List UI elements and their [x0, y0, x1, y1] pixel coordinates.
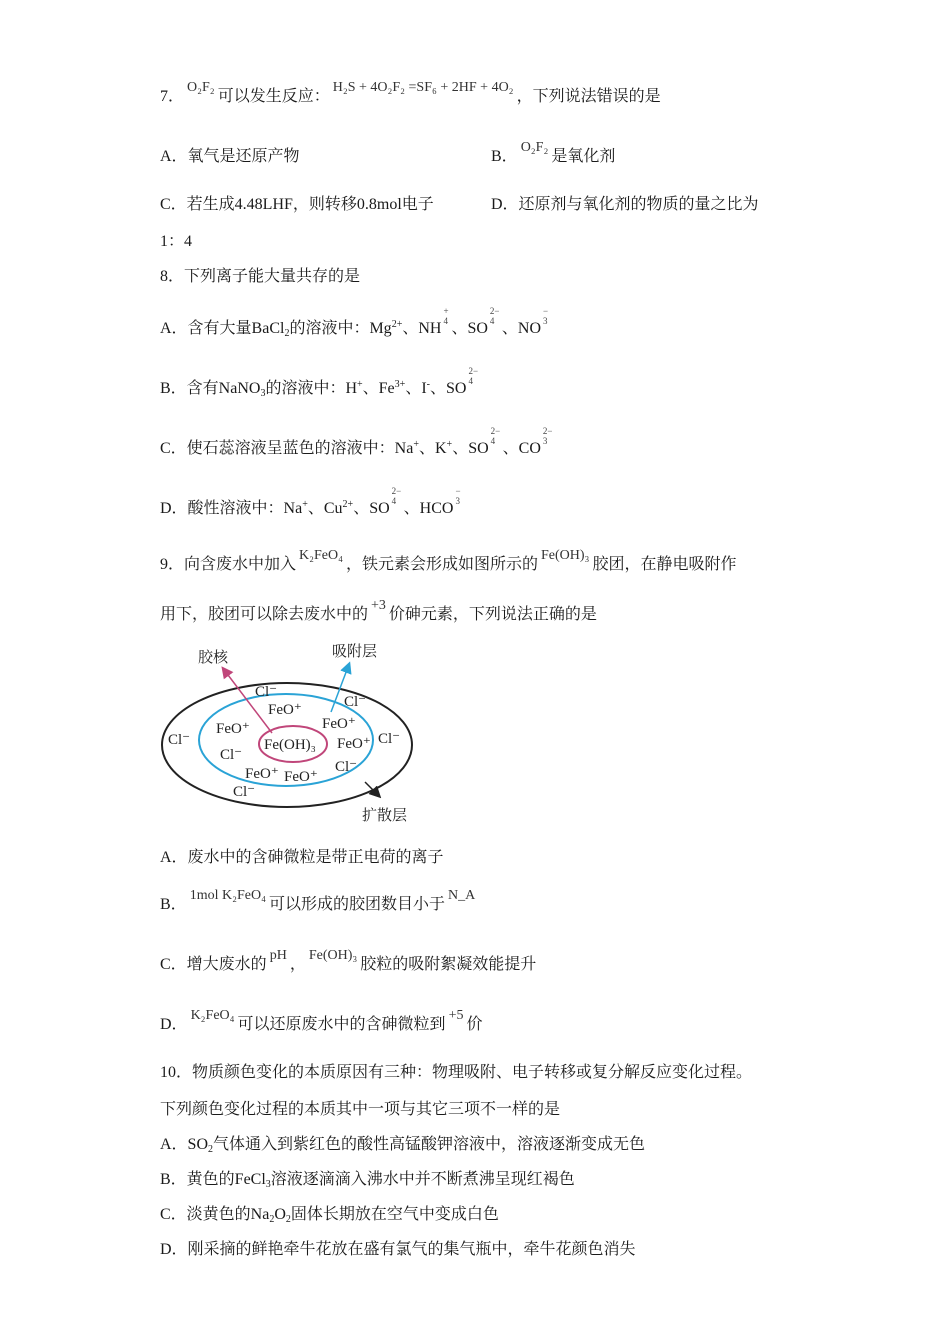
diffusion-label: 扩散层: [362, 808, 408, 824]
text-run: D．还原剂与氧化剂的物质的量之比为: [491, 196, 759, 213]
formula: Fe(OH)₃: [541, 548, 590, 563]
text-run: ，: [289, 956, 306, 973]
ion-label: Cl⁻: [168, 732, 191, 748]
subscript: 2: [269, 1214, 275, 1225]
text-run: 、SO: [451, 320, 488, 337]
text-run: 可以还原废水中的含砷微粒到: [237, 1016, 446, 1033]
text-run: D．刚采摘的鲜艳牵牛花放在盛有氯气的集气瓶中，牵牛花颜色消失: [160, 1241, 636, 1258]
text-run: 、I: [405, 380, 427, 397]
formula: Fe(OH)₃: [308, 948, 358, 963]
text-run: C．淡黄色的Na: [160, 1206, 270, 1223]
ion-label: Cl⁻: [335, 759, 358, 775]
count: 3: [543, 316, 548, 326]
subscript: 2: [284, 328, 290, 339]
ion-label: FeO⁺: [245, 766, 279, 782]
charge: +: [443, 306, 449, 316]
charge: 2−: [391, 486, 402, 496]
ion-label: FeO⁺: [216, 721, 250, 737]
formula: O₂F₂: [187, 80, 215, 95]
text-run: O: [274, 1206, 286, 1223]
formula: +5: [448, 1008, 464, 1023]
subscript: 2: [208, 1144, 214, 1155]
q10-stem: [160, 1063, 752, 1083]
q9-option-a: [160, 848, 444, 868]
text-run: 1：4: [160, 233, 193, 250]
text-run: A．含有大量BaCl: [160, 320, 285, 337]
text-run: 可以发生反应：: [217, 88, 330, 105]
text-run: A．SO: [160, 1136, 209, 1153]
formula: O₂F₂: [520, 140, 549, 155]
text-run: 、SO: [430, 380, 467, 397]
text-run: 、SO: [353, 500, 390, 517]
text-run: 是氧化剂: [551, 148, 616, 165]
q9-option-c: [160, 948, 537, 976]
text-run: 固体长期放在空气中变成白色: [290, 1206, 499, 1223]
text-run: 价砷元素，下列说法正确的是: [388, 606, 597, 623]
text-run: 用下，胶团可以除去废水中的: [160, 606, 369, 623]
superscript: 2+: [342, 499, 354, 510]
formula: pH: [269, 948, 287, 963]
charge: 2−: [489, 306, 500, 316]
q10-option-a: [160, 1135, 645, 1160]
q10-option-b: [160, 1170, 575, 1195]
ion-label: Cl⁻: [378, 731, 401, 747]
text-run: D．酸性溶液中：Na: [160, 500, 303, 517]
formula: K₂FeO₄: [190, 1008, 235, 1023]
formula: +3: [371, 598, 386, 613]
text-run: 的溶液中：Mg: [289, 320, 392, 337]
text-run: B．: [160, 896, 187, 913]
ion-label: Cl⁻: [255, 684, 278, 700]
superscript: +: [446, 439, 453, 450]
charge: −: [543, 306, 549, 316]
superscript: 3+: [394, 379, 406, 390]
text-run: 胶团，在静电吸附作: [592, 556, 737, 573]
subscript: 3: [265, 1179, 271, 1190]
text-run: D．: [160, 1016, 188, 1033]
text-run: 7．: [160, 88, 185, 105]
q9-option-b: [160, 888, 478, 916]
q10-option-d: [160, 1240, 636, 1260]
charge: −: [455, 486, 461, 496]
superscript: +: [302, 499, 308, 510]
text-run: 9．向含废水中加入: [160, 556, 297, 573]
text-run: C．若生成4.48LHF，则转移0.8mol电子: [160, 196, 434, 213]
formula: H₂S + 4O₂F₂ =SF₆ + 2HF + 4O₂: [332, 80, 514, 95]
text-run: 、SO: [452, 440, 489, 457]
text-run: 、K: [418, 440, 447, 457]
count: 4: [490, 436, 496, 446]
subscript: 2: [285, 1214, 291, 1225]
text-run: 的溶液中：H: [265, 380, 358, 397]
text-run: B．黄色的FeCl: [160, 1171, 266, 1188]
text-run: 、Fe: [362, 380, 395, 397]
text-run: 8．下列离子能大量共存的是: [160, 268, 361, 285]
charge: 2−: [468, 366, 479, 376]
adsorption-label: 吸附层: [332, 644, 378, 660]
text-run: 10．物质颜色变化的本质原因有三种：物理吸附、电子转移或复分解反应变化过程。: [160, 1064, 753, 1081]
ion-label: FeO⁺: [322, 716, 356, 732]
superscript: +: [413, 439, 419, 450]
text-run: 胶粒的吸附絮凝效能提升: [360, 956, 537, 973]
q10-option-c: [160, 1205, 499, 1230]
text-run: B．含有NaNO: [160, 380, 261, 397]
text-run: 价: [466, 1016, 483, 1033]
ion-label: Cl⁻: [220, 747, 243, 763]
text-run: 、NO: [497, 320, 542, 337]
text-run: 下列颜色变化过程的本质其中一项与其它三项不一样的是: [160, 1101, 561, 1118]
subscript: 3: [260, 388, 266, 399]
superscript: +: [357, 379, 363, 390]
text-run: 、NH: [402, 320, 442, 337]
charge: 2−: [542, 426, 553, 436]
q9-option-d: [160, 1008, 483, 1036]
text-run: 气体通入到紫红色的酸性高锰酸钾溶液中，溶液逐渐变成无色: [213, 1136, 646, 1153]
count: 3: [455, 496, 460, 506]
text-run: 、Cu: [307, 500, 343, 517]
ion-label: FeO⁺: [284, 769, 318, 785]
charge: 2−: [490, 426, 501, 436]
ion-label: Cl⁻: [344, 694, 367, 710]
formula: K₂FeO₄: [299, 548, 343, 563]
formula: 1mol K₂FeO₄: [189, 888, 266, 903]
ion-label: FeO⁺: [337, 736, 371, 752]
count: 4: [391, 496, 397, 506]
count: 4: [489, 316, 495, 326]
text-run: C．使石蕊溶液呈蓝色的溶液中：Na: [160, 440, 414, 457]
count: 4: [443, 316, 448, 326]
count: 4: [468, 376, 473, 386]
text-run: C．增大废水的: [160, 956, 267, 973]
formula: N_A: [447, 888, 476, 903]
text-run: A．废水中的含砷微粒是带正电荷的离子: [160, 849, 444, 866]
count: 3: [542, 436, 548, 446]
text-run: ，下列说法错误的是: [516, 88, 661, 105]
text-run: 、HCO: [399, 500, 454, 517]
text-run: B．: [491, 148, 518, 165]
core-formula: Fe(OH)₃: [264, 737, 316, 753]
ion-label: FeO⁺: [268, 702, 302, 718]
text-run: ，铁元素会形成如图所示的: [346, 556, 539, 573]
superscript: -: [426, 379, 430, 390]
text-run: 、CO: [498, 440, 541, 457]
text-run: 可以形成的胶团数目小于: [268, 896, 445, 913]
superscript: 2+: [391, 319, 403, 330]
q10-stem-2: [160, 1100, 560, 1120]
core-label: 胶核: [198, 650, 229, 666]
text-run: 溶液逐滴滴入沸水中并不断煮沸呈现红褐色: [270, 1171, 575, 1188]
ion-label: Cl⁻: [233, 784, 256, 800]
text-run: A．氧气是还原产物: [160, 148, 300, 165]
